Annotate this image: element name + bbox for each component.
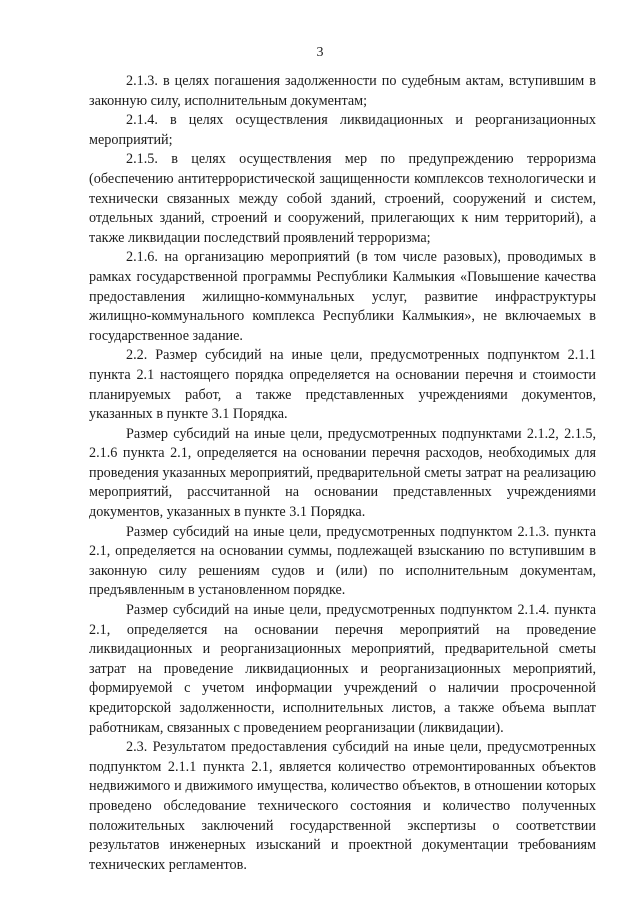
paragraph-2-1-4: 2.1.4. в целях осуществления ликвидационных и реорганизационных мероприятий; [89, 112, 596, 148]
paragraph-subsidy-size-2-1-3: Размер субсидий на иные цели, предусмотренных подпунктом 2.1.3. пункта 2.1, определяется на основании суммы, подлежащей взысканию по вступившим в законную силу решениям судов и (или) по исполнительным документам, предъявленным в установленном порядке. [89, 523, 596, 599]
document-body [89, 72, 596, 875]
paragraph-2-1-6: 2.1.6. на организацию мероприятий (в том числе разовых), проводимых в рамках государственной программы Республики Калмыкия «Повышение качества предоставления жилищно-коммунальных услуг, развитие инфраструктуры жилищно-коммунального комплекса Республики Калмыкия», не включаемых в государственное задание. [89, 249, 596, 344]
paragraph-2-2: 2.2. Размер субсидий на иные цели, предусмотренных подпунктом 2.1.1 пункта 2.1 настоящего порядка определяется на основании перечня и стоимости планируемых работ, а также представленных учреждениями документов, указанных в пункте 3.1 Порядка. [89, 347, 596, 423]
paragraph-subsidy-size-2-1-4: Размер субсидий на иные цели, предусмотренных подпунктом 2.1.4. пункта 2.1, определяется на основании перечня мероприятий на проведение ликвидационных и реорганизационных мероприятий, предварительной сметы затрат на проведение ликвидационных и реорганизационных мероприятий, формируемой с учетом информации учреждений о наличии просроченной кредиторской задолженности, исполнительных листов, а также объема выплат работникам, связанных с проведением реорганизации (ликвидации). [89, 602, 596, 736]
paragraph-2-3: 2.3. Результатом предоставления субсидий на иные цели, предусмотренных подпунктом 2.1.1 пункта 2.1, является количество отремонтированных объектов недвижимого и движимого имущества, количество объектов, в отношении которых проведено обследование технического состояния и количество полученных положительных заключений государственной экспертизы о соответствии результатов инженерных изысканий и проектной документации требованиям технических регламентов. [89, 739, 596, 873]
paragraph-2-1-5: 2.1.5. в целях осуществления мер по предупреждению терроризма (обеспечению антитеррористической защищенности комплексов технологически и технически связанных между собой зданий, строений, сооружений и систем, отдельных зданий, строений и сооружений, прилегающих к ним территорий), а также ликвидации последствий проявлений терроризма; [89, 151, 596, 246]
paragraph-2-1-3: 2.1.3. в целях погашения задолженности по судебным актам, вступившим в законную силу, исполнительным документам; [89, 73, 596, 109]
page-number: 3 [316, 45, 324, 60]
paragraph-subsidy-size-2-1-2: Размер субсидий на иные цели, предусмотренных подпунктами 2.1.2, 2.1.5, 2.1.6 пункта 2.1, определяется на основании перечня расходов, необходимых для проведения указанных мероприятий, предварительной сметы затрат на реализацию мероприятий, рассчитанной на основании представленных учреждениями документов, указанных в пункте 3.1 Порядка. [89, 425, 596, 521]
